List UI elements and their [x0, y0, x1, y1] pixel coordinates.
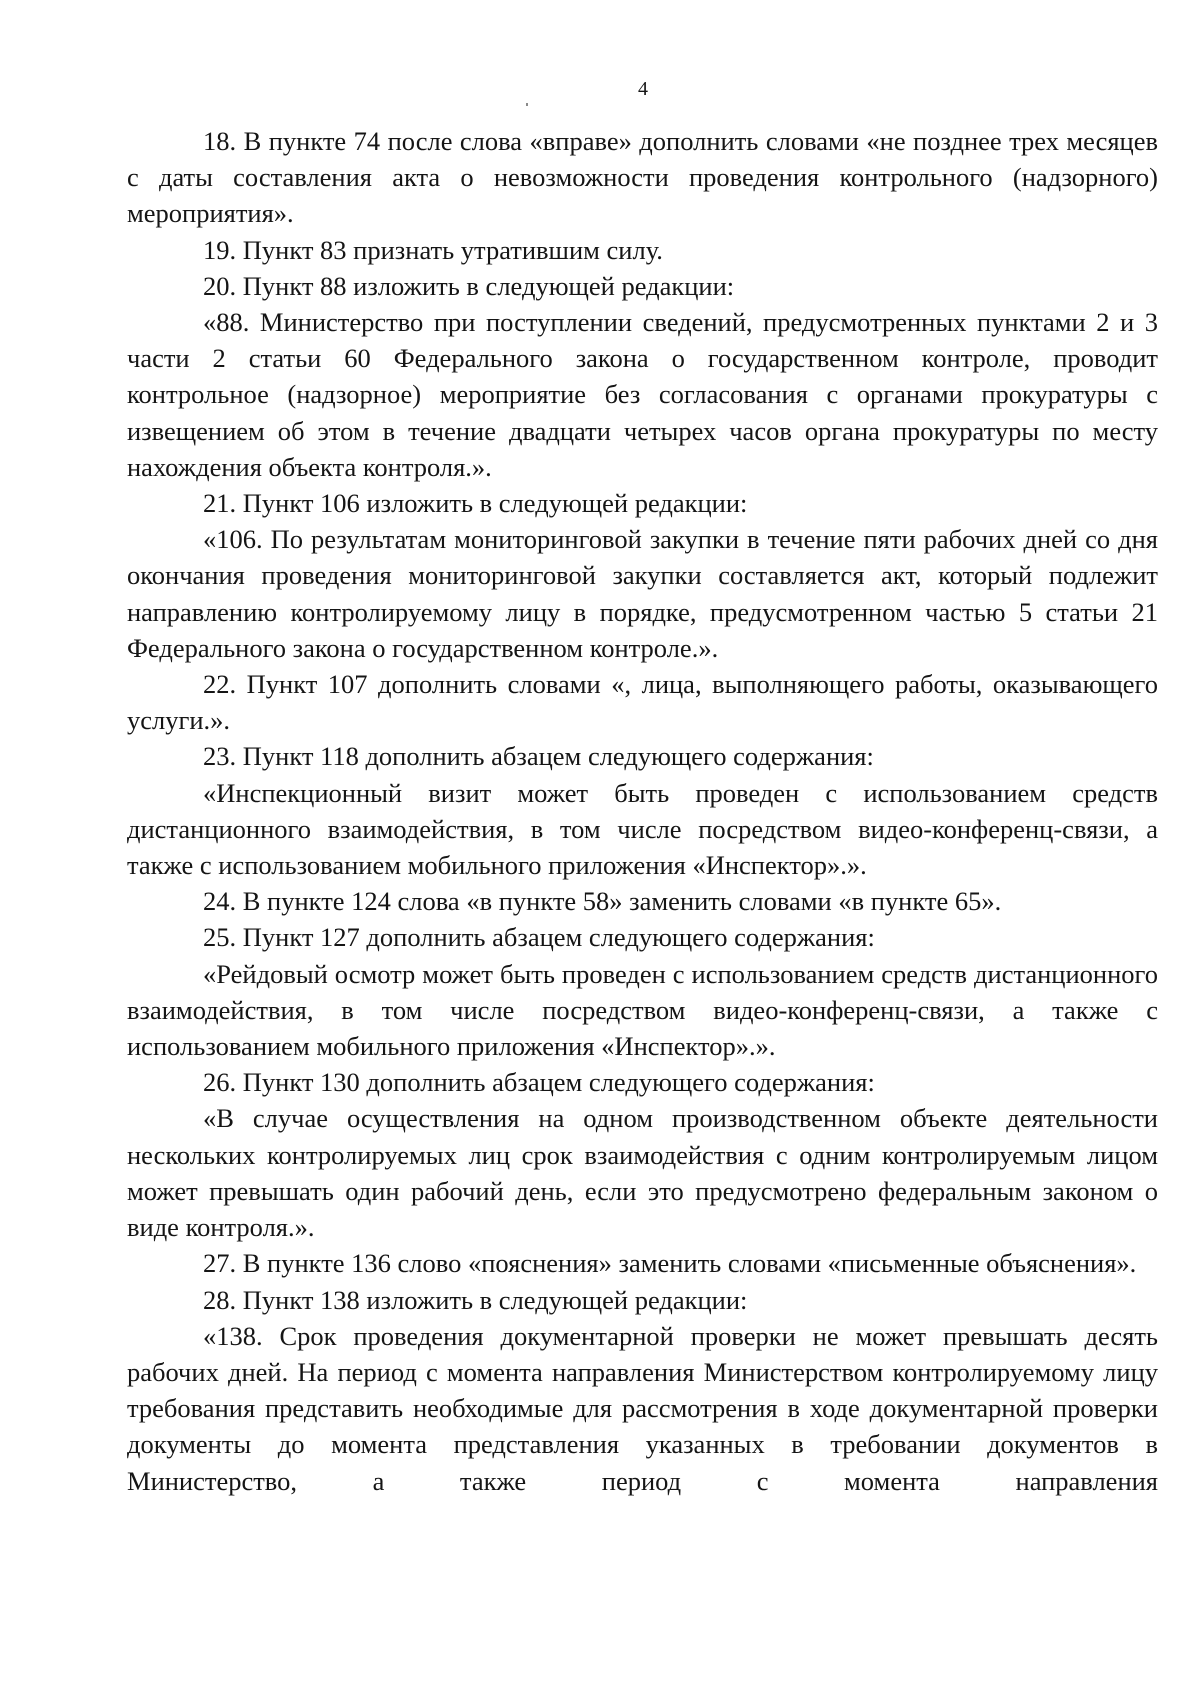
paragraph-22: 22. Пункт 107 дополнить словами «, лица, выполняющего работы, оказывающего услуги.».	[127, 669, 1158, 736]
quoted-paragraph-inspection-visit: «Инспекционный визит может быть проведен с использованием средств дистанционного взаимодействия, в том числе посредством видео-конференц-связи, а также с использованием мобильного приложения «Инспектор».».	[127, 777, 1158, 881]
quoted-paragraph-88: «88. Министерство при поступлении сведений, предусмотренных пунктами 2 и 3 части 2 статьи 60 Федерального закона о государственном контроле, проводит контрольное (надзорное) мероприятие без согласования с органами прокуратуры с извещением об этом в течение двадцати четырех часов органа прокуратуры по месту нахождения объекта контроля.».	[127, 307, 1158, 482]
quoted-paragraph-138: «138. Срок проведения документарной проверки не может превышать десять рабочих дней. На период с момента направления Министерством контролируемому лицу требования представить необходимые для рассмотрения в ходе документарной проверки документы до момента представления указанных в требовании документов в Министерство, а также период с момента направления	[127, 1320, 1158, 1496]
paragraph-25: 25. Пункт 127 дополнить абзацем следующего содержания:	[203, 922, 875, 953]
paragraph-20: 20. Пункт 88 изложить в следующей редакции:	[203, 270, 735, 301]
page-number: 4	[638, 78, 648, 100]
quoted-paragraph-raid-inspection: «Рейдовый осмотр может быть проведен с использованием средств дистанционного взаимодействия, в том числе посредством видео-конференц-связи, а также с использованием мобильного приложения «Инспектор».».	[127, 958, 1158, 1062]
paragraph-27: 27. В пункте 136 слово «пояснения» заменить словами «письменные объяснения».	[203, 1248, 1137, 1279]
paragraph-19: 19. Пункт 83 признать утратившим силу.	[203, 234, 663, 265]
paragraph-26: 26. Пункт 130 дополнить абзацем следующего содержания:	[203, 1067, 875, 1098]
paragraph-18: 18. В пункте 74 после слова «вправе» дополнить словами «не позднее трех месяцев с даты составления акта о невозможности проведения контрольного (надзорного) мероприятия».	[127, 126, 1158, 229]
quoted-paragraph-interaction-period: «В случае осуществления на одном производственном объекте деятельности нескольких контролируемых лиц срок взаимодействия с одним контролируемым лицом может превышать один рабочий день, если это предусмотрено федеральным законом о виде контроля.».	[127, 1103, 1158, 1243]
paragraph-21: 21. Пункт 106 изложить в следующей редакции:	[203, 488, 748, 519]
scan-artifact	[526, 103, 528, 106]
paragraph-23: 23. Пункт 118 дополнить абзацем следующего содержания:	[203, 741, 874, 772]
quoted-paragraph-106: «106. По результатам мониторинговой закупки в течение пяти рабочих дней со дня окончания проведения мониторинговой закупки составляется акт, который подлежит направлению контролируемому лицу в порядке, предусмотренном частью 5 статьи 21 Федерального закона о государственном контроле.».	[127, 524, 1158, 663]
paragraph-24: 24. В пункте 124 слова «в пункте 58» заменить словами «в пункте 65».	[203, 886, 1002, 917]
document-body	[127, 123, 1158, 1499]
paragraph-28: 28. Пункт 138 изложить в следующей редакции:	[203, 1284, 748, 1315]
